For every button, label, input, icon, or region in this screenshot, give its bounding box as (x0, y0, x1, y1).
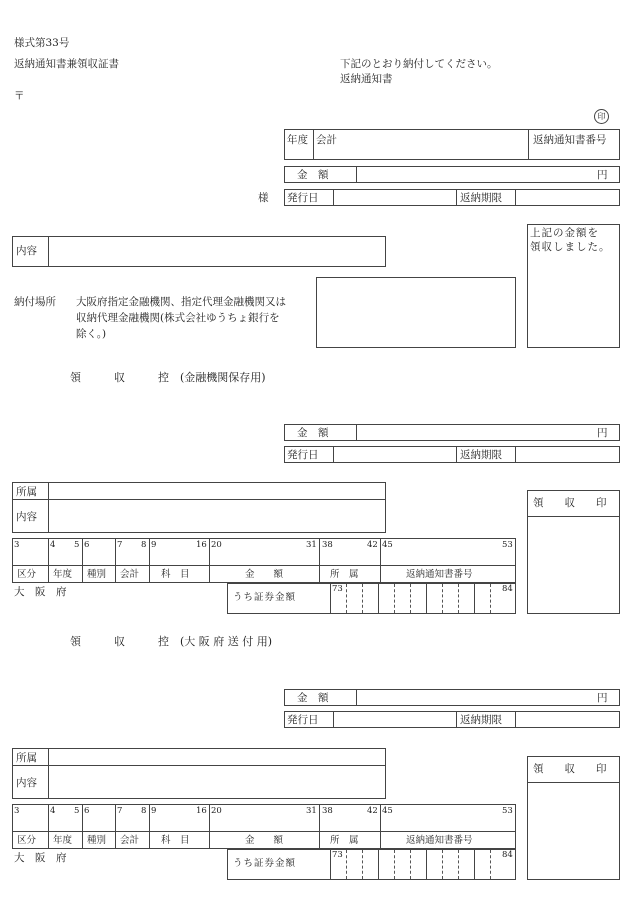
digit-mark: 38 (322, 540, 333, 550)
column-header: 種別 (87, 569, 107, 580)
payment-stamp-box (316, 277, 516, 348)
digit-mark: 9 (151, 806, 157, 816)
return-deadline-label-3: 返納期限 (460, 714, 502, 726)
receipt-seal-label-2: 領 収 印 (533, 497, 607, 509)
digit-mark: 20 (211, 806, 222, 816)
payment-place-line3: 除く。) (76, 328, 107, 340)
payment-place-line1: 大阪府指定金融機関、指定代理金融機関又は (76, 296, 286, 308)
column-header: 金 額 (245, 569, 284, 580)
payment-place-label: 納付場所 (14, 296, 56, 308)
contents-label-2: 内容 (16, 511, 37, 523)
digit-mark: 7 (117, 806, 123, 816)
securities-label-2: うち証券金額 (233, 592, 297, 603)
securities-start-digit: 73 (332, 584, 343, 594)
issue-date-label: 発行日 (287, 192, 319, 204)
digit-mark: 38 (322, 806, 333, 816)
return-deadline-label: 返納期限 (460, 192, 502, 204)
digit-mark: 45 (382, 540, 393, 550)
yen-label: 円 (597, 169, 608, 181)
digit-mark: 6 (84, 806, 90, 816)
digit-mark: 8 (141, 806, 147, 816)
affiliation-label-3: 所属 (16, 752, 37, 764)
digit-mark: 9 (151, 540, 157, 550)
affiliation-label-2: 所属 (16, 486, 37, 498)
column-header: 金 額 (245, 835, 284, 846)
digit-mark: 5 (74, 540, 80, 550)
column-header: 種別 (87, 835, 107, 846)
issue-date-row-2 (284, 446, 620, 463)
digit-mark: 7 (117, 540, 123, 550)
yen-label-2: 円 (597, 427, 608, 439)
fiscal-year-label: 年度 (287, 134, 308, 146)
column-header: 科 目 (161, 569, 190, 580)
securities-end-digit: 84 (502, 584, 513, 594)
contents-label: 内容 (16, 245, 37, 257)
subtitle: 返納通知書 (340, 73, 393, 85)
affiliation-contents-box-3 (12, 748, 386, 799)
securities-end-digit: 84 (502, 850, 513, 860)
issuer-label: 大 阪 府 (14, 586, 67, 598)
form-number: 様式第33号 (14, 37, 70, 49)
issuer-label: 大 阪 府 (14, 852, 67, 864)
digit-mark: 3 (14, 540, 20, 550)
digit-mark: 53 (502, 540, 513, 550)
contents-label-3: 内容 (16, 777, 37, 789)
doc-title: 返納通知書兼領収証書 (14, 58, 119, 70)
affiliation-contents-box-2 (12, 482, 386, 533)
column-header: 会計 (120, 835, 140, 846)
receipt-statement-line1: 上記の金額を (530, 227, 599, 239)
digit-mark: 31 (306, 806, 317, 816)
securities-start-digit: 73 (332, 850, 343, 860)
receipt-statement-line2: 領収しました。 (530, 241, 611, 253)
amount-row (284, 166, 620, 183)
digit-mark: 3 (14, 806, 20, 816)
digit-mark: 53 (502, 806, 513, 816)
contents-box (12, 236, 386, 267)
column-header: 所 属 (330, 569, 359, 580)
amount-row-2 (284, 424, 620, 441)
digit-mark: 5 (74, 806, 80, 816)
digit-mark: 16 (196, 540, 207, 550)
column-header: 返納通知書番号 (406, 569, 473, 580)
digit-mark: 6 (84, 540, 90, 550)
column-header: 年度 (53, 835, 73, 846)
amount-label: 金 額 (297, 169, 329, 181)
digit-mark: 31 (306, 540, 317, 550)
issue-date-row (284, 189, 620, 206)
request-text: 下記のとおり納付してください。 (340, 58, 498, 70)
amount-row-3 (284, 689, 620, 706)
digit-mark: 20 (211, 540, 222, 550)
section-bank-title: 領 収 控 (金融機関保存用) (70, 371, 266, 384)
receipt-seal-label-3: 領 収 印 (533, 763, 607, 775)
column-header: 返納通知書番号 (406, 835, 473, 846)
issue-date-row-3 (284, 711, 620, 728)
seal-icon: 印 (594, 109, 609, 124)
digit-mark: 4 (50, 806, 56, 816)
column-header: 区分 (17, 835, 37, 846)
amount-label-3: 金 額 (297, 692, 329, 704)
column-header: 会計 (120, 569, 140, 580)
column-header: 年度 (53, 569, 73, 580)
issue-date-label-2: 発行日 (287, 449, 319, 461)
postal-mark: 〒 (14, 90, 25, 102)
amount-label-2: 金 額 (297, 427, 329, 439)
digit-mark: 16 (196, 806, 207, 816)
digit-mark: 42 (367, 806, 378, 816)
digit-mark: 8 (141, 540, 147, 550)
account-label: 会計 (316, 134, 337, 146)
honorific: 様 (258, 192, 269, 204)
column-header: 区分 (17, 569, 37, 580)
return-deadline-label-2: 返納期限 (460, 449, 502, 461)
notice-number-label: 返納通知書番号 (533, 134, 607, 146)
issue-date-label-3: 発行日 (287, 714, 319, 726)
digit-mark: 45 (382, 806, 393, 816)
yen-label-3: 円 (597, 692, 608, 704)
payment-place-line2: 収納代理金融機関(株式会社ゆうちょ銀行を (76, 312, 280, 324)
digit-mark: 4 (50, 540, 56, 550)
securities-label-3: うち証券金額 (233, 858, 297, 869)
column-header: 所 属 (330, 835, 359, 846)
digit-mark: 42 (367, 540, 378, 550)
column-header: 科 目 (161, 835, 190, 846)
section-pref-title: 領 収 控 (大 阪 府 送 付 用) (70, 635, 273, 648)
